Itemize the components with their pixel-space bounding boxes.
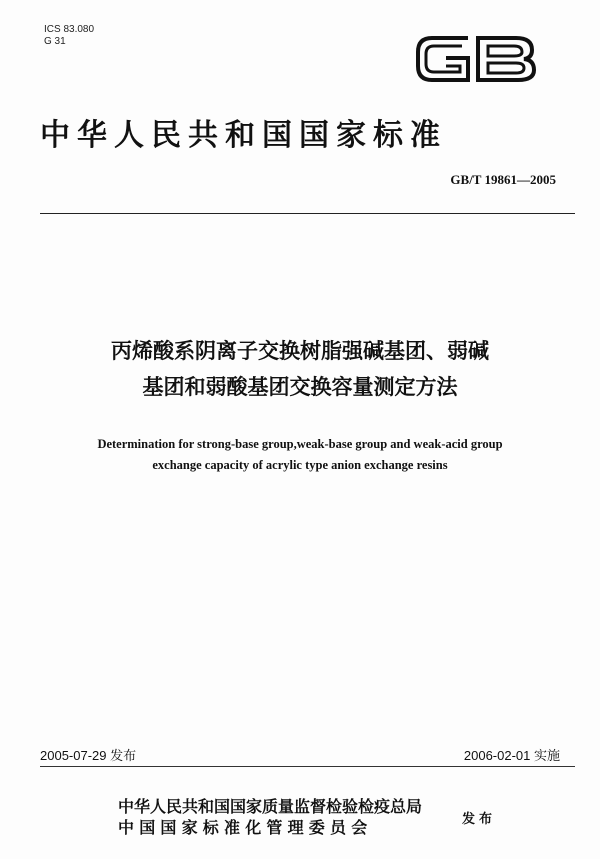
gb-logo [410, 26, 540, 92]
document-title-chinese-line-1: 丙烯酸系阴离子交换树脂强碱基团、弱碱 [111, 339, 489, 363]
document-title-english-line-1: Determination for strong-base group,weak-base group and weak-acid group [97, 437, 503, 451]
document-title-english-line-2: exchange capacity of acrylic type anion exchange resins [152, 458, 448, 472]
issuer-line-1: 中华人民共和国国家质量监督检验检疫总局 [118, 797, 423, 816]
document-title-english [0, 434, 600, 476]
publish-label: 发布 [462, 812, 497, 827]
release-date: 2005-07-29 发布 [40, 748, 137, 763]
implementation-date: 2006-02-01 实施 [463, 748, 560, 763]
footer-divider [40, 766, 575, 767]
issuer-line-2: 中国国家标准化管理委员会 [118, 818, 373, 837]
national-standard-title: 中华人民共和国国家标准 [40, 118, 447, 153]
classification-codes [44, 24, 94, 48]
ics-code: ICS 83.080 [44, 24, 95, 35]
document-title-chinese [0, 333, 600, 405]
ccs-code: G 31 [44, 36, 66, 47]
header-divider [40, 213, 575, 214]
standard-number: GB/T 19861—2005 [450, 172, 556, 187]
document-title-chinese-line-2: 基团和弱酸基团交换容量测定方法 [142, 375, 458, 399]
issuing-authorities [118, 796, 422, 838]
